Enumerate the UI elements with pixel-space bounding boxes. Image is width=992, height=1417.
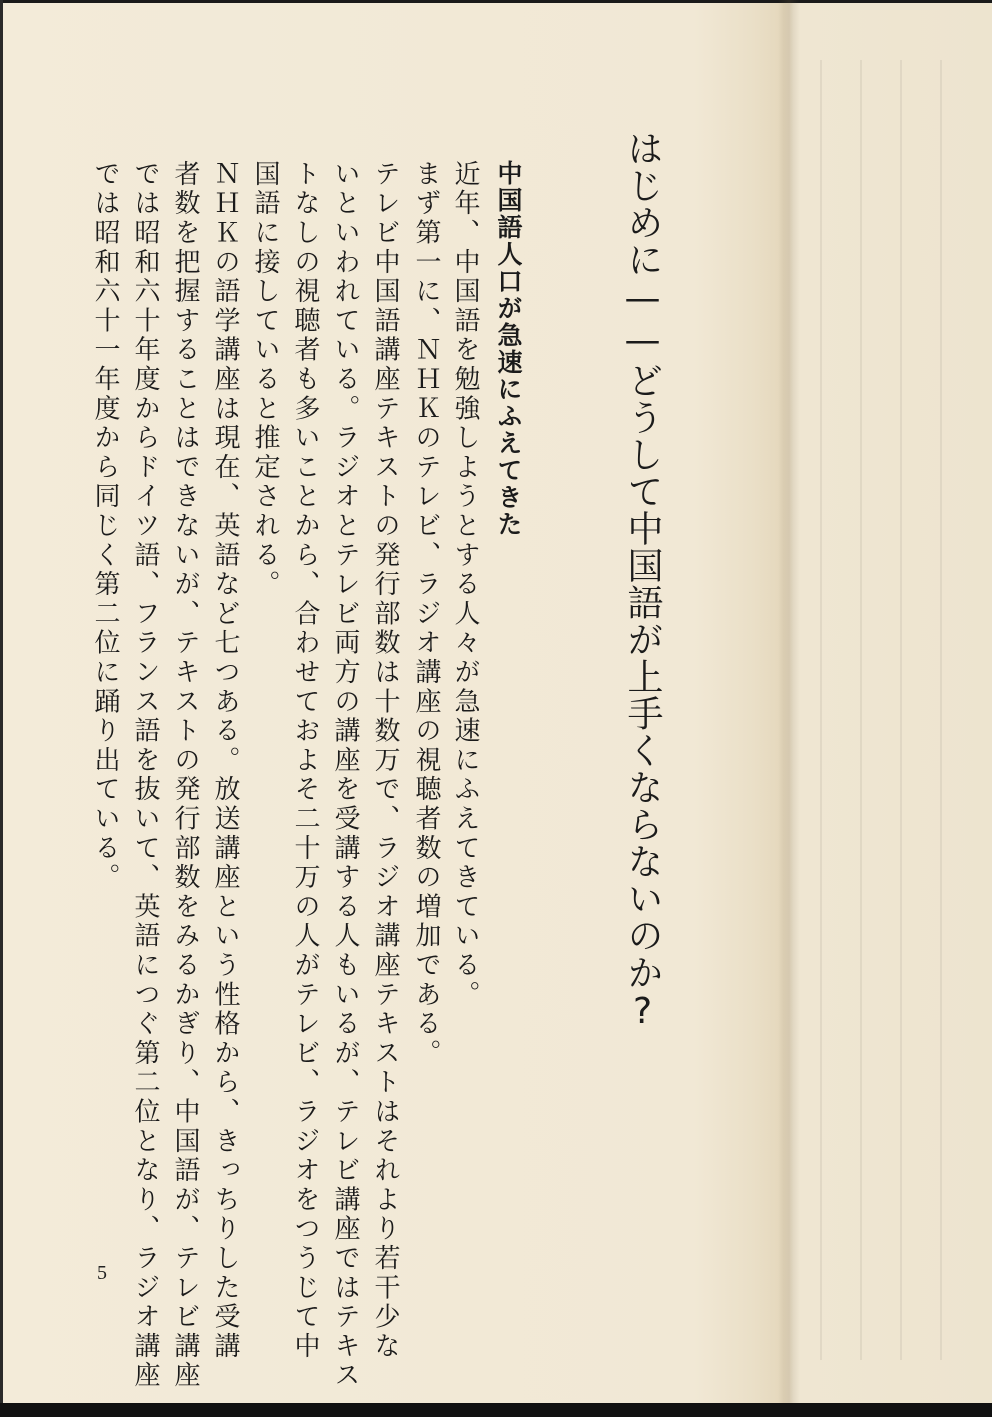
scan-edge-top: [0, 0, 992, 3]
body-line-7: ＮＨＫの語学講座は現在、英語など七つある。放送講座という性格から、きっちりした受講: [210, 160, 240, 1362]
body-line-4: いといわれている。ラジオとテレビ両方の講座を受講する人もいるが、テレビ講座ではテキス: [330, 160, 360, 1391]
body-line-6: 国語に接していると推定される。: [250, 160, 280, 600]
body-line-9: では昭和六十年度からドイツ語、フランス語を抜いて、英語につぐ第二位となり、ラジオ講座: [130, 160, 160, 1391]
body-line-8: 者数を把握することはできないが、テキストの発行部数をみるかぎり、中国語が、テレビ講座: [170, 160, 200, 1391]
book-gutter: [778, 0, 800, 1417]
page-number: 5: [97, 1262, 107, 1284]
body-line-3: テレビ中国語講座テキストの発行部数は十数万で、ラジオ講座テキストはそれより若干少な: [370, 160, 400, 1362]
body-line-2: まず第一に、ＮＨＫのテレビ、ラジオ講座の視聴者数の増加である。: [411, 160, 441, 1069]
chapter-title: はじめに——どうして中国語が上手くならないのか?: [622, 130, 663, 1033]
bleed-through-text: [820, 60, 980, 1360]
body-line-10: では昭和六十一年度から同じく第二位に踊り出ている。: [90, 160, 120, 893]
body-line-1: 近年、中国語を勉強しようとする人々が急速にふえてきている。: [450, 160, 480, 1010]
scan-edge-bottom: [0, 1403, 992, 1417]
section-heading: 中国語人口が急速にふえてきた: [494, 160, 523, 538]
scan-edge-left: [0, 0, 3, 1417]
body-line-5: トなしの視聴者も多いことから、合わせておよそ二十万の人がテレビ、ラジオをつうじて中: [290, 160, 320, 1362]
